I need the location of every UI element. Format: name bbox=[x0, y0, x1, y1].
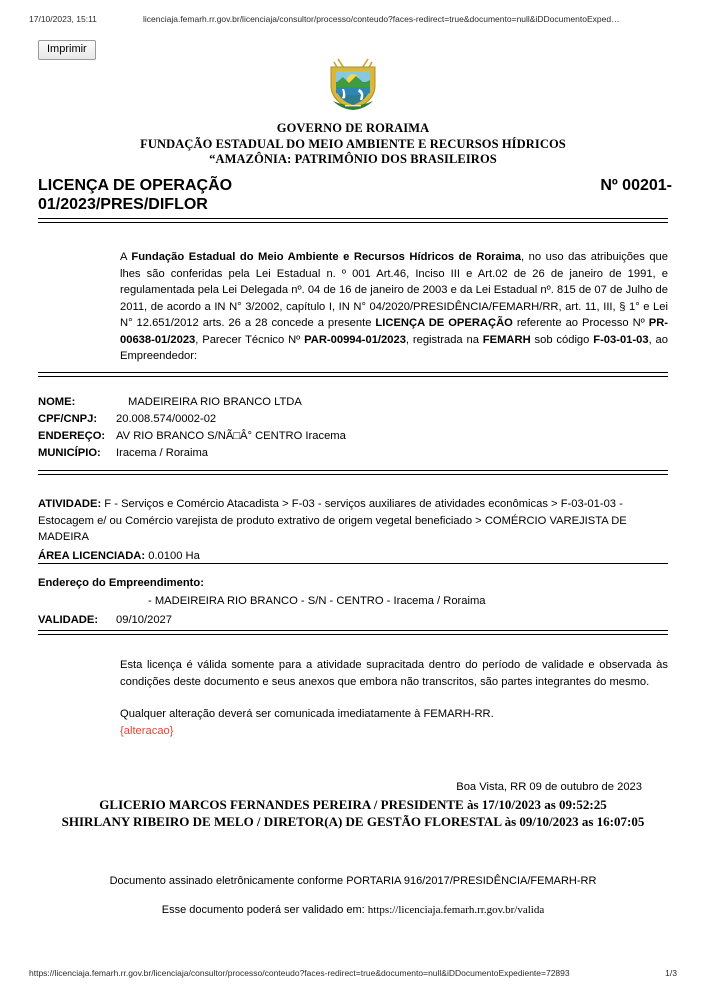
browser-print-footer bbox=[0, 968, 706, 982]
nome-label: NOME: bbox=[38, 396, 76, 408]
endereco-label: ENDEREÇO: bbox=[38, 430, 106, 442]
atividade-value: F - Serviços e Comércio Atacadista > F-03 - serviços auxiliares de atividades econômicas > F-03-01-03 - Estocagem e/ ou Comércio varejista de produto extrativo de origem vegetal beneficiado > COMÉRCIO VAREJISTA DE MADEIRA bbox=[38, 498, 627, 543]
nome-value: MADEIREIRA RIO BRANCO LTDA bbox=[128, 396, 302, 408]
divider-rule-5 bbox=[38, 630, 668, 635]
signatures-block bbox=[38, 797, 668, 830]
print-header-url: licenciaja.femarh.rr.gov.br/licenciaja/consultor/processo/conteudo?faces-redirect=true&documento=null&iDDocumentoExped… bbox=[143, 14, 620, 24]
conditions-section bbox=[120, 657, 668, 739]
entrepreneur-details bbox=[38, 394, 668, 462]
divider-rule-3 bbox=[38, 470, 668, 475]
license-number: Nº 00201- bbox=[600, 177, 672, 194]
cpf-cnpj-label: CPF/CNPJ: bbox=[38, 413, 98, 425]
activity-section bbox=[38, 496, 670, 564]
legal-basis-paragraph bbox=[120, 249, 668, 365]
mp-b2: LICENÇA DE OPERAÇÃO bbox=[375, 317, 513, 330]
mp-b5: FEMARH bbox=[482, 333, 531, 346]
gov-line: GOVERNO DE RORAIMA bbox=[276, 121, 430, 135]
license-title: LICENÇA DE OPERAÇÃO bbox=[38, 177, 233, 194]
page-title bbox=[38, 176, 672, 214]
browser-print-header bbox=[0, 14, 706, 28]
mp-b6: F-03-01-03 bbox=[593, 333, 649, 346]
mp-c: , no uso das atribuições que lhes são conferidas pela Lei Estadual n. º 001 Art.46, Inciso III e Art.02 de 26 de janeiro de 1991, e regulamentada pela Lei Delegada nº. 04 de 16 de janeiro de 2003 e da Lei Estadual nº. 815 de 07 de Julho de 2011, de acordo a IN N° 3/2002, capítulo I, IN N° 04/2020/PRESIDÊNCIA/FEMARH/RR, art. 11, III, § 1° e Lei N° 12.651/2012 arts. 26 a 28 concede a presente bbox=[120, 251, 669, 330]
divider-rule-2 bbox=[38, 372, 668, 377]
validade-label: VALIDADE: bbox=[38, 614, 99, 626]
document-header bbox=[0, 121, 706, 168]
divider-rule-4 bbox=[38, 563, 668, 564]
print-button[interactable]: Imprimir bbox=[38, 40, 96, 60]
mp-d: referente ao Processo Nº bbox=[512, 317, 649, 330]
field-row-endereco bbox=[38, 428, 668, 445]
mp-b1: Fundação Estadual do Meio Ambiente e Recursos Hídricos de Roraima bbox=[131, 251, 522, 264]
mp-e: , Parecer Técnico Nº bbox=[195, 333, 305, 346]
divider-rule-1 bbox=[38, 218, 668, 223]
motto-line: “AMAZÔNIA: PATRIMÔNIO DOS BRASILEIROS bbox=[209, 152, 497, 166]
mp-f: , registrada na bbox=[405, 333, 483, 346]
print-footer-page-number: 1/3 bbox=[665, 968, 677, 978]
area-licenciada-label: ÁREA LICENCIADA: bbox=[38, 549, 146, 562]
print-header-date: 17/10/2023, 15:11 bbox=[29, 14, 97, 24]
place-and-date: Boa Vista, RR 09 de outubro de 2023 bbox=[456, 781, 642, 793]
validation-notice bbox=[0, 904, 706, 916]
mp-a: A bbox=[120, 251, 132, 264]
validation-url[interactable]: https://licenciaja.femarh.rr.gov.br/valida bbox=[367, 904, 545, 916]
print-footer-url: https://licenciaja.femarh.rr.gov.br/licenciaja/consultor/processo/conteudo?faces-redirect=true&documento=null&iDDocumentoExpediente=72893 bbox=[29, 968, 570, 978]
atividade-label: ATIVIDADE: bbox=[38, 498, 102, 510]
municipio-value: Iracema / Roraima bbox=[116, 447, 209, 459]
conditions-paragraph-2: Qualquer alteração deverá ser comunicada imediatamente à FEMARH-RR. bbox=[120, 708, 494, 720]
mp-b4: PAR-00994-01/2023 bbox=[304, 333, 406, 346]
endereco-value: AV RIO BRANCO S/NÃ□Â° CENTRO Iracema bbox=[116, 430, 346, 442]
mp-g: sob código bbox=[530, 333, 594, 346]
crest-container bbox=[0, 56, 706, 112]
area-licenciada-value: 0.0100 Ha bbox=[145, 549, 200, 562]
alteracao-placeholder: {alteracao} bbox=[120, 724, 174, 737]
municipio-label: MUNICÍPIO: bbox=[38, 447, 101, 459]
cpf-cnpj-value: 20.008.574/0002-02 bbox=[116, 413, 217, 425]
field-row-validade bbox=[38, 611, 670, 629]
conditions-paragraph-1: Esta licença é válida somente para a atividade supracitada dentro do período de validade e observada às condições deste documento e seus anexos que embora não transcritos, são partes integrantes do mesmo. bbox=[120, 659, 668, 688]
foundation-line: FUNDAÇÃO ESTADUAL DO MEIO AMBIENTE E RECURSOS HÍDRICOS bbox=[140, 136, 566, 151]
signer-forest-director: SHIRLANY RIBEIRO DE MELO / DIRETOR(A) DE GESTÃO FLORESTAL às 09/10/2023 as 16:07:05 bbox=[61, 813, 645, 829]
validade-value: 09/10/2027 bbox=[116, 614, 172, 626]
brasao-roraima-icon bbox=[319, 56, 387, 112]
field-row-municipio bbox=[38, 445, 668, 462]
signer-president: GLICERIO MARCOS FERNANDES PEREIRA / PRESIDENTE às 17/10/2023 as 09:52:25 bbox=[99, 797, 607, 812]
enterprise-address-title: Endereço do Empreendimento: bbox=[38, 577, 204, 589]
mp-b3: PR-00638-01/2023 bbox=[120, 317, 669, 346]
license-number-continuation: 01/2023/PRES/DIFLOR bbox=[38, 196, 208, 213]
enterprise-address-line: - MADEIREIRA RIO BRANCO - S/N - CENTRO - Iracema / Roraima bbox=[148, 595, 486, 607]
mp-h: , ao Empreendedor: bbox=[120, 333, 668, 363]
field-row-cnpj bbox=[38, 411, 668, 428]
electronic-signature-notice: Documento assinado eletrônicamente conforme PORTARIA 916/2017/PRESIDÊNCIA/FEMARH-RR bbox=[109, 875, 597, 887]
field-row-nome bbox=[38, 394, 668, 411]
validation-prefix: Esse documento poderá ser validado em: bbox=[161, 904, 368, 916]
paragraph-spacer bbox=[120, 690, 668, 706]
enterprise-address-section bbox=[38, 574, 670, 629]
